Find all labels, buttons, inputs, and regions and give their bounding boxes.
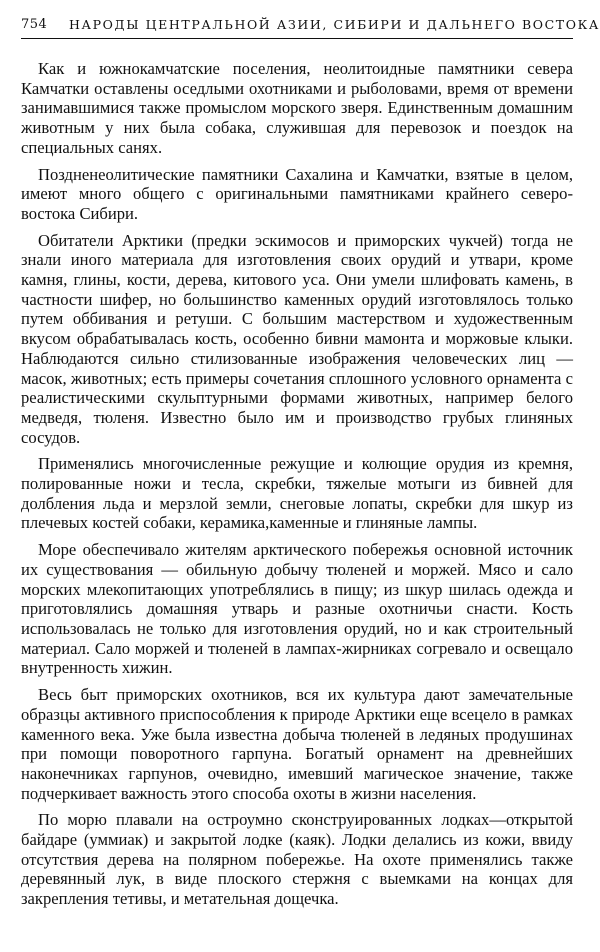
body-text xyxy=(21,59,573,909)
header-rule xyxy=(21,38,573,39)
paragraph: Как и южнокамчатские поселения, неолитоидные памятники севера Камчатки оставлены оседлыми охотниками и рыболовами, время от времени занимавшимися также промыслом морского зверя. Единственным домашним животным у них была собака, служившая для перевозок и поездок на специальных санях. xyxy=(21,59,573,157)
book-page xyxy=(21,14,600,916)
paragraph: Весь быт приморских охотников, вся их культура дают замечательные образцы активного приспособления к природе Арктики еще всецело в рамках каменного века. Уже была известна добыча тюленей в ледяных продушинах при помощи поворотного гарпуна. Богатый орнамент на древнейших наконечниках гарпунов, очевидно, имевший магическое значение, также подчеркивает важность этого способа охоты в жизни населения. xyxy=(21,685,573,803)
paragraph: Применялись многочисленные режущие и колющие орудия из кремня, полированные ножи и тесла, скребки, тяжелые мотыги из бивней для долбления льда и мерзлой земли, снеговые лопаты, скребки для шкур из плечевых костей собаки, керамика,каменные и глиняные лампы. xyxy=(21,454,573,533)
paragraph: Обитатели Арктики (предки эскимосов и приморских чукчей) тогда не знали иного материала для изготовления своих орудий и утвари, кроме камня, глины, кости, дерева, китового уса. Они умели шлифовать камень, в частности шифер, но большинство каменных орудий изготовлялось только путем оббивания и ретуши. С большим мастерством и художественным вкусом обрабатывалась кость, особенно бивни мамонта и моржовые клыки. Наблюдаются сильно стилизованные изображения человеческих лиц — масок, животных; есть примеры сочетания сплошного условного орнамента с реалистическими скульптурными формами животных, например белого медведя, тюленя. Известно было им и производство грубых глиняных сосудов. xyxy=(21,230,573,447)
paragraph: Поздненеолитические памятники Сахалина и Камчатки, взятые в целом, имеют много общего с оригинальными памятниками крайнего северо-востока Сибири. xyxy=(21,164,573,223)
running-title: НАРОДЫ ЦЕНТРАЛЬНОЙ АЗИИ, СИБИРИ И ДАЛЬНЕГО ВОСТОКА xyxy=(69,17,600,32)
paragraph: По морю плавали на остроумно сконструированных лодках—открытой байдаре (уммиак) и закрытой лодке (каяк). Лодки делались из кожи, ввиду отсутствия дерева на полярном побережье. На охоте применялись также деревянный лук, в виде плоского стержня с выемками на концах для закрепления тетивы, и метательная дощечка. xyxy=(21,810,573,909)
page-header xyxy=(21,14,600,36)
page-number: 754 xyxy=(21,17,48,32)
paragraph: Море обеспечивало жителям арктического побережья основной источник их существования — обильную добычу тюленей и моржей. Мясо и сало морских млекопитающих употреблялись в пищу; из шкур шилась одежда и приготовлялись домашняя утварь и разные охотничьи снасти. Кость использовалась не только для изготовления орудий, но и как строительный материал. Сало моржей и тюленей в лампах-жирниках согревало и освещало внутренность хижин. xyxy=(21,540,573,678)
